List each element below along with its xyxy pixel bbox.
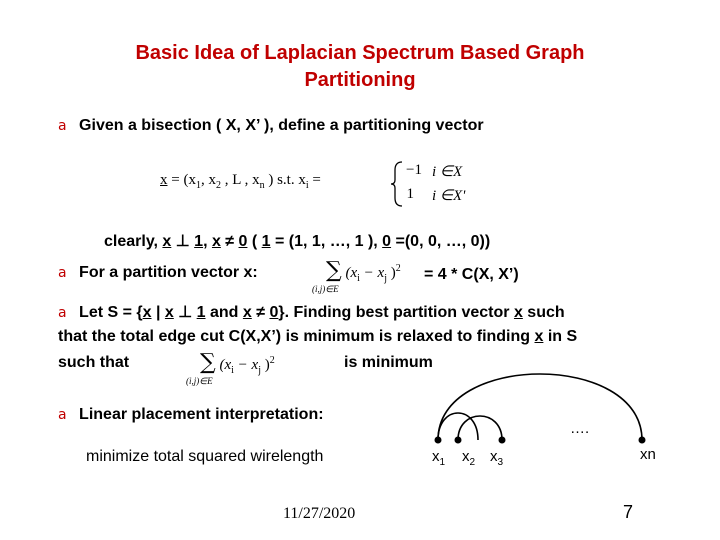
label-x3: $x_3$ <box>490 448 504 468</box>
footer-date: 11/27/2020 <box>283 505 356 522</box>
bullet-1-text: Given a bisection ( X, X’ ), define a partitioning vector <box>79 117 484 134</box>
vector-x: x <box>160 172 168 188</box>
label-x2: $x_2$ <box>462 448 476 468</box>
bullet-1 <box>58 117 484 135</box>
case-1-value: −1 <box>406 162 422 178</box>
cut-equivalence: = 4 * C(X, X’) <box>424 266 519 283</box>
placement-dots: …. <box>570 420 590 437</box>
sum-formula-2-subscript: (i,j)∈E <box>186 376 213 386</box>
case-2-value: 1 <box>406 186 414 202</box>
label-xn: xn <box>640 446 656 463</box>
sum-formula-1-subscript: (i,j)∈E <box>312 284 339 294</box>
node-xn <box>639 437 646 444</box>
page-number: 7 <box>623 502 634 522</box>
arc-x2-x3 <box>458 416 502 440</box>
label-x1: $x_1$ <box>432 448 446 468</box>
bullet-3-line-2: that the total edge cut C(X,X’) is minimum is relaxed to finding x in S <box>58 328 578 345</box>
case-2-condition: i ∈X' <box>432 188 466 204</box>
bullet-3-line-3a: such that <box>58 354 130 371</box>
arc-x1-xn <box>438 374 642 440</box>
bullet-icon: a <box>58 118 67 134</box>
bullet-3: a Let S = {x | x ⊥ 1 and x ≠ 0}. Finding best partition vector x such <box>58 304 565 321</box>
ellipsis-glyph: L <box>232 172 241 188</box>
bullet-2-text: For a partition vector x: <box>79 264 258 281</box>
case-1-condition: i ∈X <box>432 164 463 180</box>
bullet-4 <box>58 406 324 424</box>
linear-placement-diagram <box>420 364 680 444</box>
partition-vector-definition: $x = (x_1$, $x_2$ , L , $x_n$ ) s.t. $x_i$ = <box>160 172 321 191</box>
node-x1 <box>435 437 442 444</box>
node-x3 <box>499 437 506 444</box>
sum-formula-1: ∑ ($x_i - x_j$ )$^2$ <box>326 258 401 284</box>
sum-formula-2: ∑ ($x_i - x_j$ )$^2$ <box>200 350 275 376</box>
bullet-icon: a <box>58 305 67 321</box>
bullet-3-line-3b: is minimum <box>344 354 433 371</box>
clearly-statement: clearly, x ⊥ 1, x ≠ 0 ( 1 = (1, 1, …, 1 ), 0 =(0, 0, …, 0)) <box>104 233 491 250</box>
bullet-4-text: Linear placement interpretation: <box>79 406 324 423</box>
sub-bullet-wirelength: minimize total squared wirelength <box>86 448 324 465</box>
slide-title-line-1: Basic Idea of Laplacian Spectrum Based Graph <box>135 42 585 64</box>
bullet-icon: a <box>58 407 67 423</box>
bullet-icon: a <box>58 265 67 281</box>
node-x2 <box>455 437 462 444</box>
slide-title-line-2: Partitioning <box>304 69 416 91</box>
bullet-2 <box>58 264 258 282</box>
